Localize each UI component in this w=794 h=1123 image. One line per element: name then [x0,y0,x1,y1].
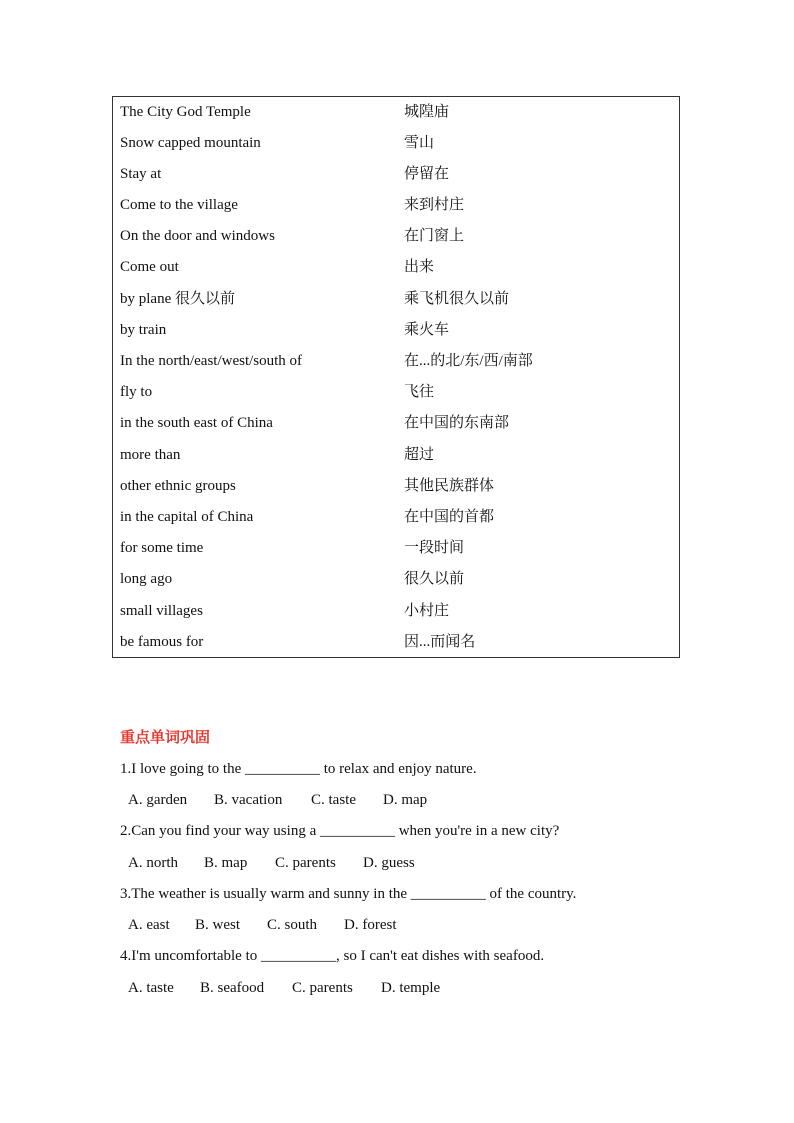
vocab-chinese: 在...的北/东/西/南部 [404,353,533,369]
vocab-row [113,284,679,315]
vocab-english: fly to [120,384,153,400]
vocab-chinese: 雪山 [404,135,435,151]
vocab-english: for some time [120,540,204,556]
vocab-english: small villages [120,603,203,619]
vocab-english: The City God Temple [120,104,251,120]
vocab-row [113,315,679,346]
vocab-row [113,627,679,658]
vocab-row [113,596,679,627]
vocab-row [113,346,679,377]
vocab-table [112,96,680,658]
vocab-row [113,564,679,595]
vocab-row [113,502,679,533]
vocab-chinese: 乘飞机很久以前 [404,291,510,307]
option-c: C. parents [275,855,336,871]
option-b: B. west [195,917,240,933]
option-d: D. temple [381,980,441,996]
vocab-chinese: 在中国的首都 [404,509,495,525]
vocab-row [113,440,679,471]
option-b: B. map [204,855,248,871]
vocab-english: by train [120,322,167,338]
vocab-row [113,190,679,221]
option-a: A. north [128,855,178,871]
vocab-english: Snow capped mountain [120,135,261,151]
vocab-english: Come to the village [120,197,238,213]
vocab-english: in the capital of China [120,509,254,525]
vocab-english: In the north/east/west/south of [120,353,303,369]
vocab-chinese: 乘火车 [404,322,450,338]
vocab-english: in the south east of China [120,415,273,431]
vocab-chinese: 小村庄 [404,603,450,619]
vocab-chinese: 在中国的东南部 [404,415,510,431]
vocab-chinese: 在门窗上 [404,228,465,244]
vocab-english: long ago [120,571,173,587]
vocab-chinese: 很久以前 [404,571,465,587]
vocab-row [113,221,679,252]
question-text: 3.The weather is usually warm and sunny in the __________ of the country. [120,886,577,902]
vocab-chinese: 飞往 [404,384,435,400]
question-text: 4.I'm uncomfortable to __________, so I can't eat dishes with seafood. [120,948,545,964]
vocab-english: by plane 很久以前 [120,291,235,307]
option-a: A. taste [128,980,174,996]
vocab-chinese: 因...而闻名 [404,634,476,650]
vocab-chinese: 出来 [404,259,435,275]
option-c: C. taste [311,792,356,808]
vocab-chinese: 城隍庙 [404,104,450,120]
vocab-row [113,533,679,564]
question-text: 2.Can you find your way using a __________ when you're in a new city? [120,823,560,839]
vocab-chinese: 来到村庄 [404,197,465,213]
vocab-row [113,471,679,502]
vocab-english: Stay at [120,166,162,182]
option-a: A. east [128,917,170,933]
vocab-chinese: 一段时间 [404,540,465,556]
question-text: 1.I love going to the __________ to relax and enjoy nature. [120,761,477,777]
vocab-row [113,252,679,283]
option-b: B. seafood [200,980,265,996]
vocab-chinese: 其他民族群体 [404,478,495,494]
section-title: 重点单词巩固 [120,728,211,746]
option-c: C. south [267,917,318,933]
vocab-row [113,128,679,159]
option-a: A. garden [128,792,188,808]
option-d: D. guess [363,855,415,871]
vocab-english: other ethnic groups [120,478,236,494]
vocab-chinese: 超过 [404,447,435,463]
option-c: C. parents [292,980,353,996]
vocab-english: Come out [120,259,179,275]
vocab-english: On the door and windows [120,228,275,244]
option-d: D. map [383,792,428,808]
option-d: D. forest [344,917,397,933]
option-b: B. vacation [214,792,283,808]
vocab-row [113,377,679,408]
vocab-english: more than [120,447,181,463]
vocab-row [113,97,679,128]
vocab-chinese: 停留在 [404,166,450,182]
vocab-english: be famous for [120,634,204,650]
vocab-row [113,408,679,439]
vocab-row [113,159,679,190]
